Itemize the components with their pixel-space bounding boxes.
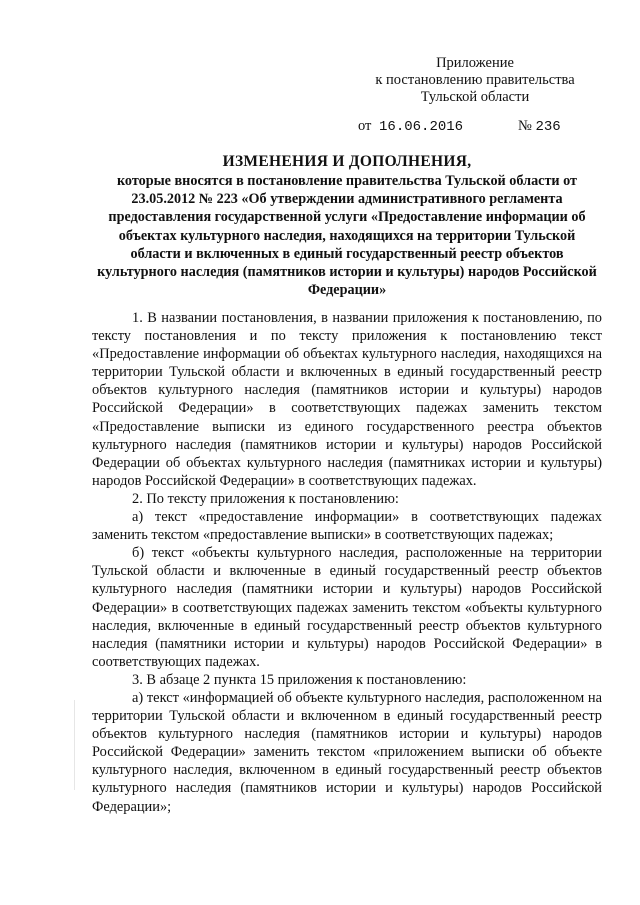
date-from-label: от [358, 118, 372, 134]
paragraph-3: а) текст «предоставление информации» в соответствующих падежах заменить текстом «предоставление выписки» в соответствующих падежах; [92, 509, 602, 544]
appendix-line-2: к постановлению правительства [375, 72, 575, 88]
paragraph-4: б) текст «объекты культурного наследия, расположенные на территории Тульской области и включенные в единый государственный реестр объектов культурного наследия (памятники истории и культуры) народов Российской Федерации» в соответствующих падежах заменить текстом «объекты культурного наследия, включенные в единый государственный реестр объектов культурного наследия (памятники истории и культуры) народов Российской Федерации» в соответствующих падежах. [92, 545, 602, 670]
paragraph-1: 1. В названии постановления, в названии приложения к постановлению, по тексту постановления и по тексту приложения к постановлению текст «Предоставление информации об объектах культурного наследия, находящихся на территории Тульской области и включенных в единый государственный реестр объектов культурного наследия (памятников истории и культуры) народов Российской Федерации» в соответствующих падежах заменить текстом «Предоставление выписки из единого государственного реестра объектов культурного наследия (памятников истории и культуры) народов Российской Федерации об объектах культурного наследия (памятниках истории и культуры) народов Российской Федерации» в соответствующих падежах. [92, 310, 602, 489]
number-label: № [518, 118, 532, 134]
document-date: 16.06.2016 [379, 119, 464, 135]
paragraph-6: а) текст «информацией об объекте культурного наследия, расположенном на территории Тульской области и включенном в единый государственный реестр объектов культурного наследия (памятников истории и культуры) народов Российской Федерации» заменить текстом «приложением выписки об объекте культурного наследия, включенном в единый государственный реестр объектов культурного наследия (памятников истории и культуры) народов Российской Федерации»; [92, 689, 602, 815]
date-number-line [358, 118, 618, 135]
document-title [92, 152, 602, 299]
appendix-line-3: Тульской области [420, 89, 530, 105]
paragraph-2: 2. По тексту приложения к постановлению: [132, 490, 399, 507]
title-main: ИЗМЕНЕНИЯ И ДОПОЛНЕНИЯ, [222, 153, 472, 170]
title-subtitle: которые вносятся в постановление правительства Тульской области от 23.05.2012 № 223 «Об утверждении административного регламента предоставления государственной услуги «Предоставление информации об объектах культурного наследия, находящихся на территории Тульской области и включенных в единый государственный реестр объектов культурного наследия (памятников истории и культуры) народов Российской Федерации» [97, 173, 597, 299]
document-body [92, 309, 602, 816]
appendix-header [340, 55, 610, 106]
appendix-line-1: Приложение [436, 55, 514, 71]
document-number: 236 [535, 119, 561, 135]
scan-edge-mark [74, 700, 75, 790]
paragraph-5: 3. В абзаце 2 пункта 15 приложения к постановлению: [132, 671, 467, 688]
